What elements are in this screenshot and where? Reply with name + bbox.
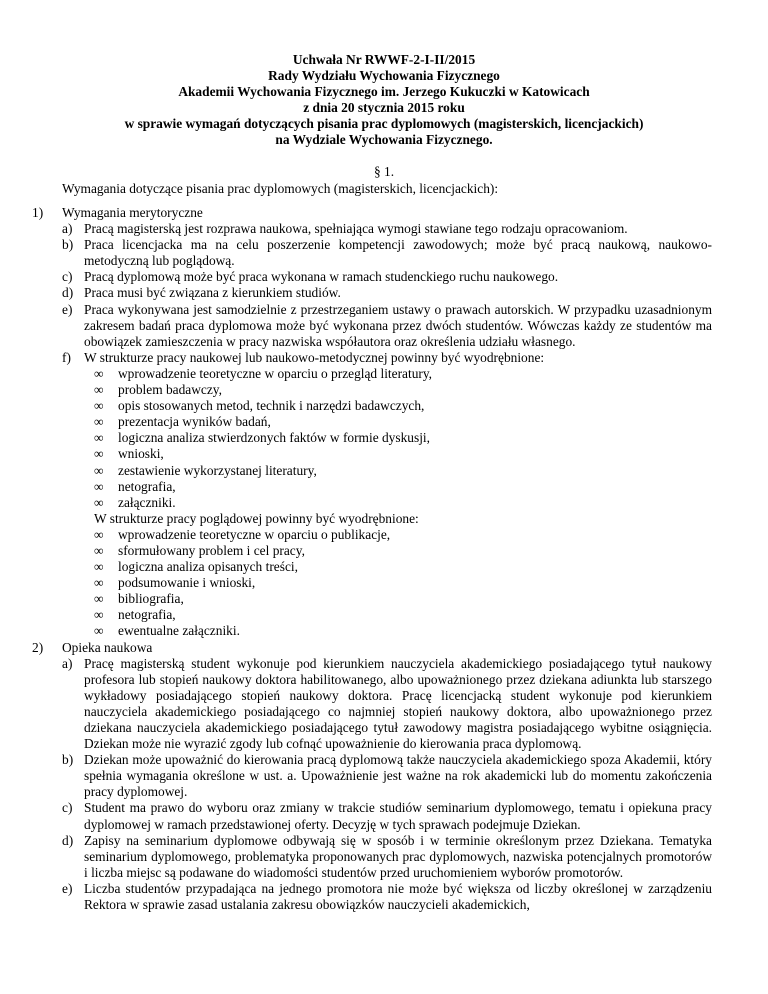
subpoint-letter: a) [62, 655, 73, 671]
subpoint-text: Praca wykonywana jest samodzielnie z przestrzeganiem ustawy o prawach autorskich. W przypadku uzasadnionym zakresem badań praca dyplomowa może być wykonana przez dwóch studentów. Wówczas każdy ze studentów ma obowiązek zamieszczenia w pracy nazwiska współautora oraz określenia udziału własnego. [84, 301, 712, 349]
subpoint-letter: e) [62, 301, 73, 317]
subpoint-text: Zapisy na seminarium dyplomowe odbywają się w sposób i w terminie określonym przez Dziekana. Tematyka seminarium dyplomowego, problematyka proponowanych prac dyplomowych, nazwiska potencjalnych promotorów i liczba miejsc są podawane do wiadomości studentów przed uruchomieniem wyborów promotorów. [84, 832, 712, 880]
subpoint-letter: b) [62, 752, 74, 768]
list-item: ∞ netografia, [94, 607, 176, 623]
subpoint-text: Praca musi być związana z kierunkiem studiów. [84, 285, 341, 301]
infinity-bullet-icon: ∞ [94, 430, 104, 446]
subpoint-e [62, 881, 712, 913]
subpoint-f [62, 350, 712, 366]
list-item: ∞ problem badawczy, [94, 382, 222, 398]
infinity-bullet-icon: ∞ [94, 591, 104, 607]
list-item: ∞ wnioski, [94, 446, 164, 462]
resolution-subject: w sprawie wymagań dotyczących pisania prac dyplomowych (magisterskich, licencjackich) [124, 116, 644, 132]
infinity-bullet-icon: ∞ [94, 623, 104, 639]
infinity-bullet-icon: ∞ [94, 559, 104, 575]
document-body [32, 205, 712, 913]
infinity-bullet-icon: ∞ [94, 542, 104, 558]
subpoint-c [62, 800, 712, 832]
subpoint-d [62, 285, 712, 301]
list-item: ∞ wprowadzenie teoretyczne w oparciu o przegląd literatury, [94, 365, 433, 381]
subpoint-letter: c) [62, 800, 73, 816]
infinity-bullet-icon: ∞ [94, 494, 104, 510]
bullet-list-scientific [62, 366, 712, 511]
subpoint-letter: c) [62, 269, 73, 285]
subpoint-c [62, 269, 712, 285]
infinity-bullet-icon: ∞ [94, 526, 104, 542]
resolution-faculty: na Wydziale Wychowania Fizycznego. [275, 132, 493, 148]
subpoint-text: Pracę magisterską student wykonuje pod kierunkiem nauczyciela akademickiego posiadającego tytuł naukowy profesora lub stopień naukowy doktora habilitowanego, albo upoważnionego przez dziekana adiunkta lub starszego wykładowy posiadającego stopień naukowy doktora. Pracę licencjacką student wykonuje pod kierunkiem nauczyciela akademickiego posiadającego co najmniej stopień naukowy doktora, albo upoważnionego przez dziekana nauczyciela akademickiego posiadającego tytuł zawodowy magistra posiadającego wybitne osiągnięcia. Dziekan może nie wyrazić zgody lub cofnąć upoważnienie do kierowania praca dyplomową. [84, 655, 712, 752]
subpoint-d [62, 833, 712, 881]
subpoint-text: W strukturze pracy naukowej lub naukowo-metodycznej powinny być wyodrębnione: [84, 349, 545, 365]
subpoint-letter: e) [62, 880, 73, 896]
resolution-header [0, 52, 768, 149]
list-item: ∞ netografia, [94, 478, 176, 494]
list-item: ∞ opis stosowanych metod, technik i narzędzi badawczych, [94, 398, 425, 414]
bullet-list-review [62, 527, 712, 640]
infinity-bullet-icon: ∞ [94, 607, 104, 623]
list-item: ∞ wprowadzenie teoretyczne w oparciu o publikacje, [94, 526, 391, 542]
resolution-number: Uchwała Nr RWWF-2-I-II/2015 [292, 52, 476, 67]
subpoint-b [62, 752, 712, 800]
subpoint-a [62, 656, 712, 753]
list-item: ∞ załączniki. [94, 494, 176, 510]
subpoint-letter: f) [62, 349, 71, 365]
list-item: ∞ sformułowany problem i cel pracy, [94, 542, 305, 558]
subpoint-text: Liczba studentów przypadająca na jednego promotora nie może być większa od liczby określonej w zarządzeniu Rektora w sprawie zasad ustalania zakresu obowiązków nauczycieli akademickich, [84, 880, 712, 913]
infinity-bullet-icon: ∞ [94, 398, 104, 414]
subpoint-letter: b) [62, 237, 74, 253]
infinity-bullet-icon: ∞ [94, 446, 104, 462]
list-item: ∞ logiczna analiza opisanych treści, [94, 559, 298, 575]
point-2 [32, 640, 712, 914]
list-item: ∞ ewentualne załączniki. [94, 623, 240, 639]
subpoint-e [62, 302, 712, 350]
subpoint-letter: d) [62, 285, 74, 301]
subpoint-letter: d) [62, 832, 74, 848]
subpoint-text: Pracą dyplomową może być praca wykonana w ramach studenckiego ruchu naukowego. [84, 269, 559, 285]
academy-name: Akademii Wychowania Fizycznego im. Jerzego Kukuczki w Katowicach [178, 84, 590, 100]
infinity-bullet-icon: ∞ [94, 462, 104, 478]
infinity-bullet-icon: ∞ [94, 365, 104, 381]
subpoint-text: Praca licencjacka ma na celu poszerzenie kompetencji zawodowych; może być pracą naukową, naukowo-metodyczną lub poglądową. [84, 237, 712, 269]
subpoint-a [62, 221, 712, 237]
point-title: Wymagania merytoryczne [62, 205, 203, 220]
point-1 [32, 205, 712, 640]
subpoint-text: Student ma prawo do wyboru oraz zmiany w trakcie studiów seminarium dyplomowego, tematu i opiekuna pracy dyplomowej w ramach przedstawionej oferty. Decyzję w tych sprawach podejmuje Dziekan. [84, 800, 712, 832]
point-title: Opieka naukowa [62, 639, 153, 655]
subpoint-text: Dziekan może upoważnić do kierowania pracą dyplomową także nauczyciela akademickiego spoza Akademii, który spełnia wymagania określone w ust. a. Upoważnienie jest ważne na rok akademicki lub do momentu zakończenia pracy dyplomowej. [84, 752, 712, 800]
infinity-bullet-icon: ∞ [94, 478, 104, 494]
list-item: ∞ zestawienie wykorzystanej literatury, [94, 462, 317, 478]
list-item: ∞ bibliografia, [94, 591, 184, 607]
subpoint-text: Pracą magisterską jest rozprawa naukowa, spełniająca wymogi stawiane tego rodzaju opracowaniom. [84, 221, 628, 237]
infinity-bullet-icon: ∞ [94, 575, 104, 591]
resolution-date: z dnia 20 stycznia 2015 roku [303, 100, 465, 116]
intro-text: Wymagania dotyczące pisania prac dyplomowych (magisterskich, licencjackich): [62, 181, 499, 196]
subpoint-letter: a) [62, 221, 73, 237]
list-item: ∞ prezentacja wyników badań, [94, 414, 271, 430]
infinity-bullet-icon: ∞ [94, 382, 104, 398]
subpoint-b [62, 237, 712, 269]
list-item: ∞ podsumowanie i wnioski, [94, 575, 256, 591]
point-number: 1) [32, 205, 44, 220]
review-structure-heading: W strukturze pracy poglądowej powinny być wyodrębnione: [94, 510, 419, 526]
point-number: 2) [32, 639, 44, 655]
infinity-bullet-icon: ∞ [94, 414, 104, 430]
list-item: ∞ logiczna analiza stwierdzonych faktów w formie dyskusji, [94, 430, 430, 446]
section-mark: § 1. [373, 164, 395, 179]
council-name: Rady Wydziału Wychowania Fizycznego [268, 68, 500, 84]
